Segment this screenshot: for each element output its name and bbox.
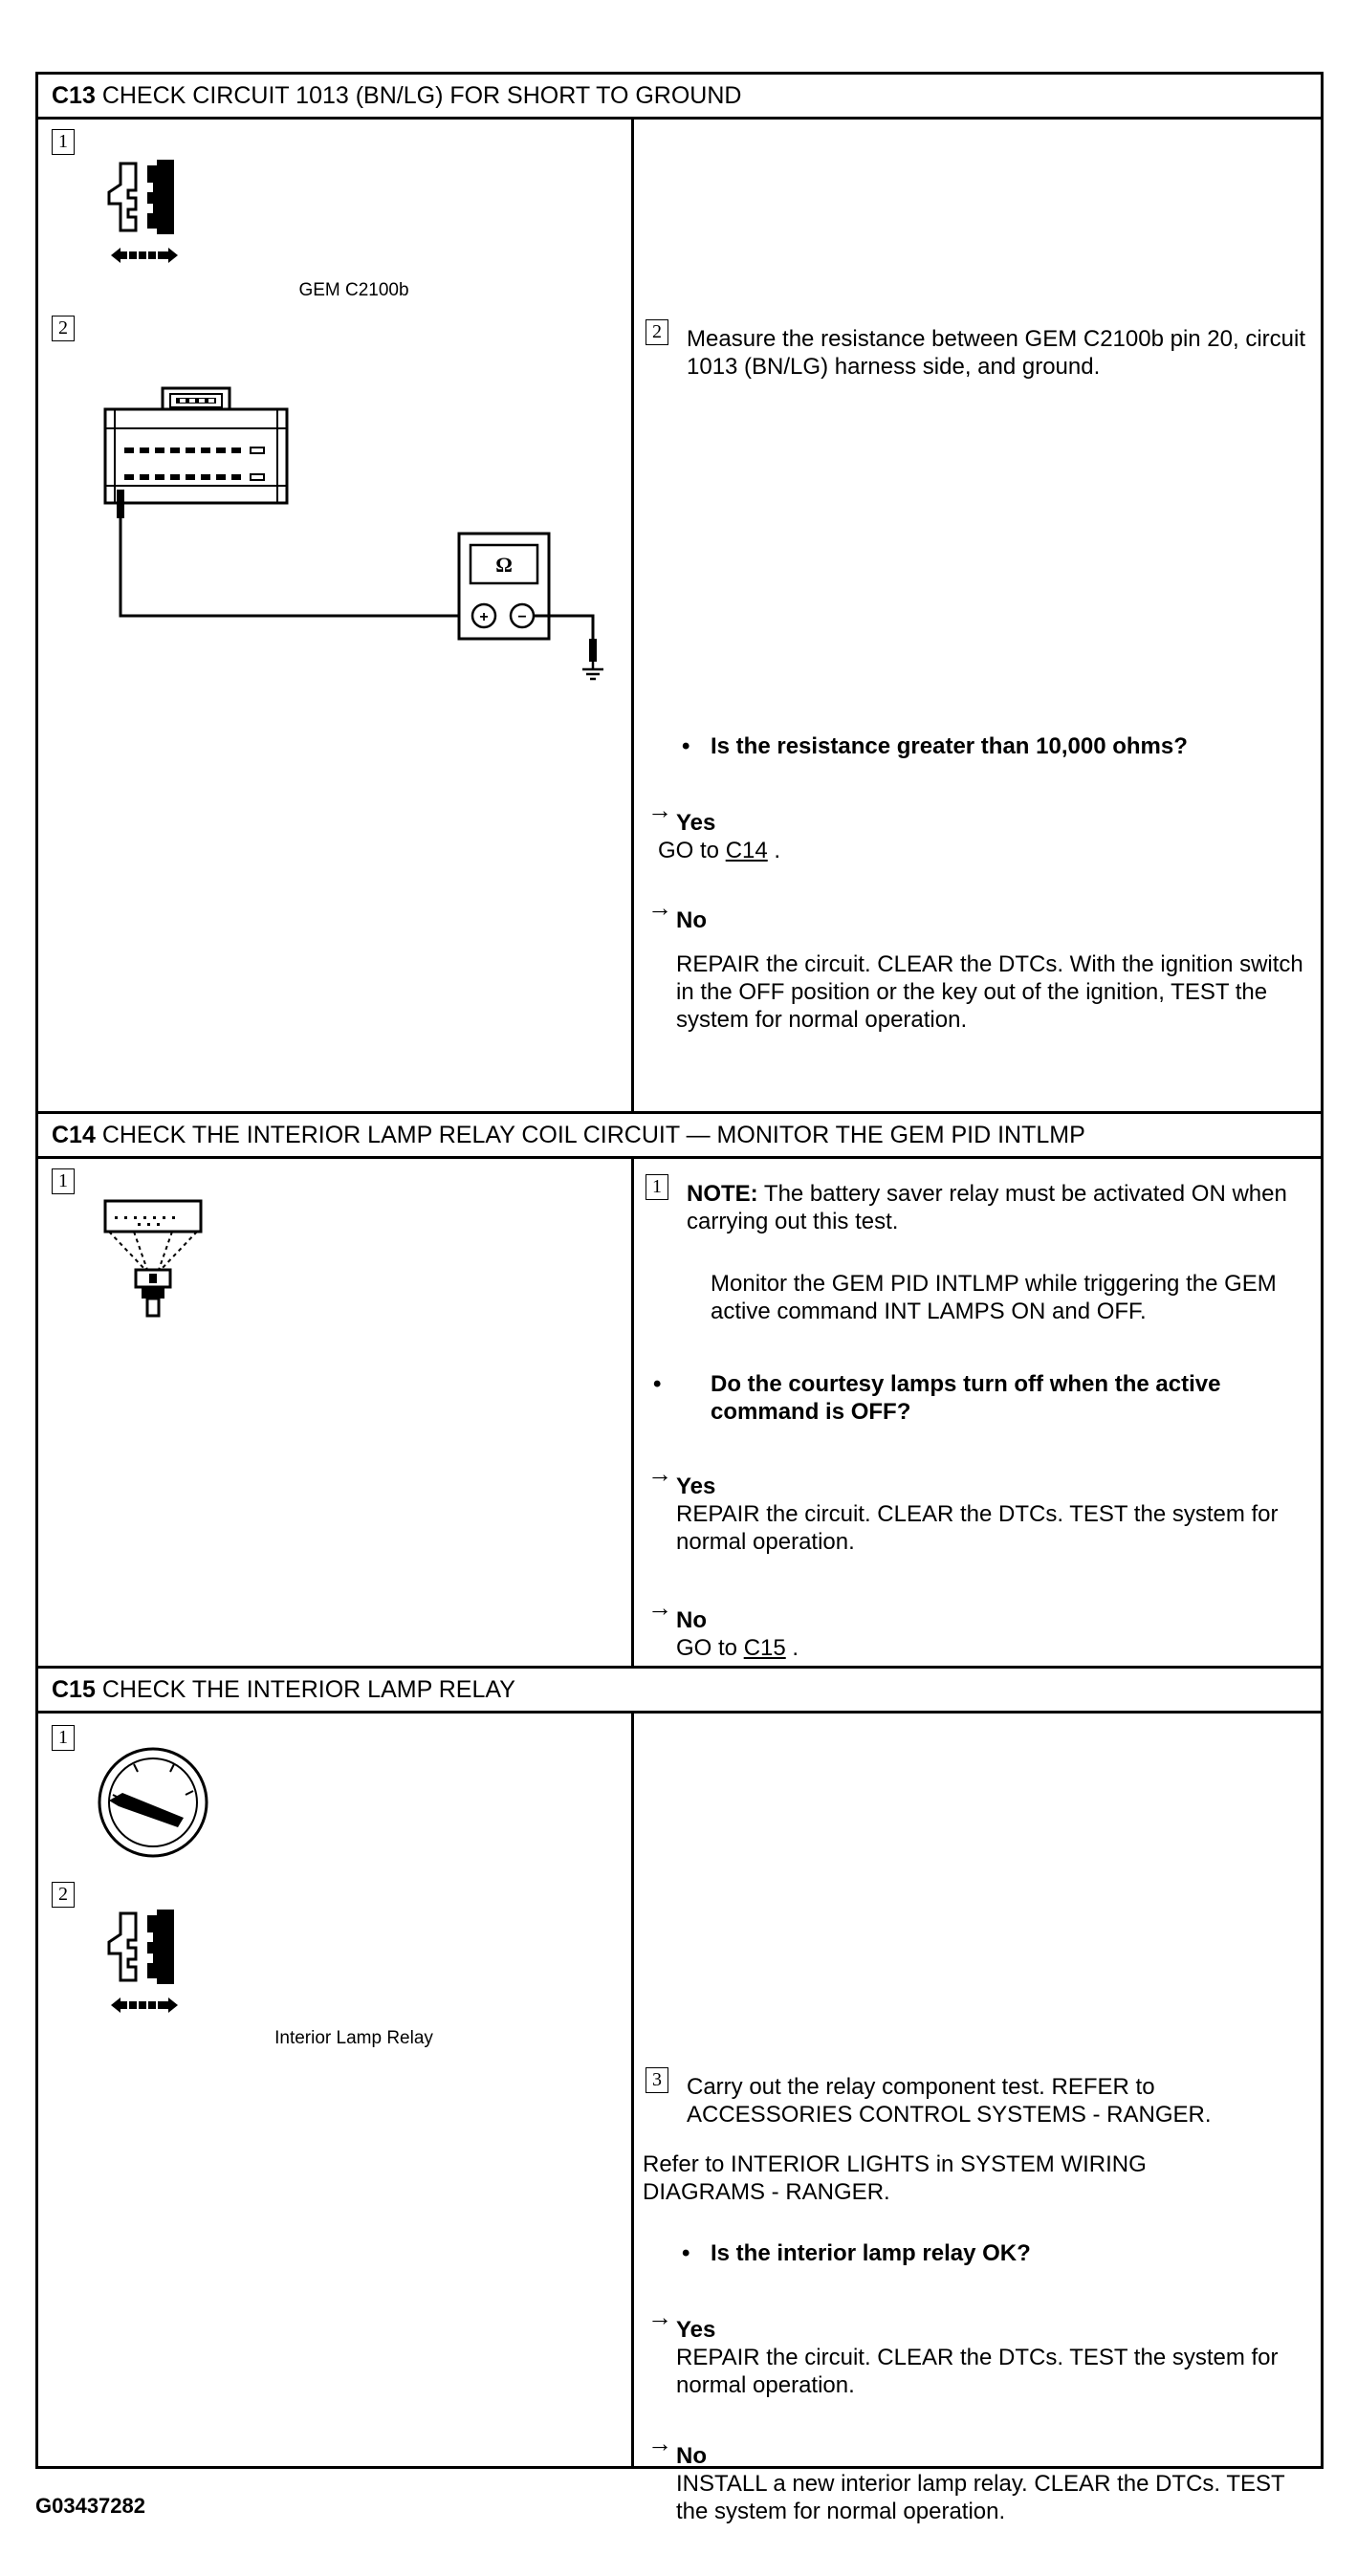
note-label: NOTE: xyxy=(687,1181,758,1207)
goto-text: GO to xyxy=(676,1635,738,1661)
no-action-text: REPAIR the circuit. CLEAR the DTCs. With the ignition switch in the OFF position or the key out of the ignition, TEST the system for normal operation. xyxy=(676,951,1303,1033)
section-title: CHECK THE INTERIOR LAMP RELAY xyxy=(101,1676,515,1703)
yes-label: Yes xyxy=(676,810,716,836)
ohm-symbol: Ω xyxy=(495,553,513,577)
disconnect-connector-icon xyxy=(96,1906,210,2020)
no-action-text: INSTALL a new interior lamp relay. CLEAR the DTCs. TEST the system for normal operation. xyxy=(676,2471,1285,2524)
step-number-box: 2 xyxy=(646,319,668,345)
note-body: The battery saver relay must be activated ON when carrying out this test. xyxy=(687,1181,1287,1234)
no-label: No xyxy=(676,1607,707,1633)
step-number-box: 1 xyxy=(52,1725,75,1751)
arrow-icon: → xyxy=(647,2303,672,2331)
link-c15[interactable]: C15 xyxy=(743,1635,786,1661)
section-header-c15 xyxy=(38,1669,1321,1714)
arrow-icon: → xyxy=(647,893,672,922)
column-divider xyxy=(631,120,634,1114)
arrow-icon: → xyxy=(647,1459,672,1488)
yes-label: Yes xyxy=(676,2317,716,2343)
svg-text:+: + xyxy=(479,609,489,625)
connector-caption: GEM C2100b xyxy=(298,280,409,300)
section-header-c13 xyxy=(38,75,1321,120)
step-number-box: 1 xyxy=(52,1168,75,1194)
ignition-switch-icon xyxy=(96,1743,220,1867)
section-id: C14 xyxy=(52,1122,96,1148)
yes-action-text: REPAIR the circuit. CLEAR the DTCs. TEST the system for normal operation. xyxy=(676,1501,1279,1555)
figure-id: G03437282 xyxy=(35,2494,145,2518)
arrow-icon: → xyxy=(647,2429,672,2457)
arrow-icon: → xyxy=(647,796,672,824)
disconnect-connector-icon xyxy=(96,156,210,271)
section-title: CHECK CIRCUIT 1013 (BN/LG) FOR SHORT TO GROUND xyxy=(101,82,742,109)
question-text: • Do the courtesy lamps turn off when the active command is OFF? xyxy=(682,1370,1332,1426)
section-id: C15 xyxy=(52,1676,96,1703)
question-text: • Is the interior lamp relay OK? xyxy=(682,2239,1303,2267)
scan-tool-icon xyxy=(96,1193,230,1327)
connector-caption: Interior Lamp Relay xyxy=(274,2028,433,2048)
step-number-box: 2 xyxy=(52,316,75,341)
yes-action: GO to C14 . xyxy=(658,838,781,863)
note-text xyxy=(687,1180,1313,1235)
no-action: GO to C15 . xyxy=(676,1635,799,1661)
svg-text:−: − xyxy=(517,609,527,625)
section-header-c14 xyxy=(38,1114,1321,1159)
section-title: CHECK THE INTERIOR LAMP RELAY COIL CIRCUIT — MONITOR THE GEM PID INTLMP xyxy=(101,1122,1085,1148)
refer-text: Refer to INTERIOR LIGHTS in SYSTEM WIRING DIAGRAMS - RANGER. xyxy=(643,2151,1147,2205)
no-label: No xyxy=(676,2443,707,2469)
section-id: C13 xyxy=(52,82,96,109)
step-number-box: 1 xyxy=(646,1174,668,1200)
no-label: No xyxy=(676,907,707,933)
instruction-text: Carry out the relay component test. REFER to ACCESSORIES CONTROL SYSTEMS - RANGER. xyxy=(687,2074,1212,2128)
yes-action-text: REPAIR the circuit. CLEAR the DTCs. TEST the system for normal operation. xyxy=(676,2345,1279,2398)
column-divider xyxy=(631,1159,634,1669)
goto-text: GO to xyxy=(658,838,720,863)
link-c14[interactable]: C14 xyxy=(725,838,768,863)
step-number-box: 2 xyxy=(52,1882,75,1908)
question-text: • Is the resistance greater than 10,000 ohms? xyxy=(682,732,1303,760)
yes-label: Yes xyxy=(676,1474,716,1499)
column-divider xyxy=(631,1714,634,2469)
instruction-text: Monitor the GEM PID INTLMP while triggering the GEM active command INT LAMPS ON and OFF. xyxy=(711,1271,1277,1324)
section-divider xyxy=(38,1111,1321,1114)
step-number-box: 1 xyxy=(52,129,75,155)
step-number-box: 3 xyxy=(646,2067,668,2093)
arrow-icon: → xyxy=(647,1593,672,1622)
instruction-text: Measure the resistance between GEM C2100b pin 20, circuit 1013 (BN/LG) harness side, and ground. xyxy=(687,326,1306,380)
ohmmeter-diagram xyxy=(57,352,593,677)
